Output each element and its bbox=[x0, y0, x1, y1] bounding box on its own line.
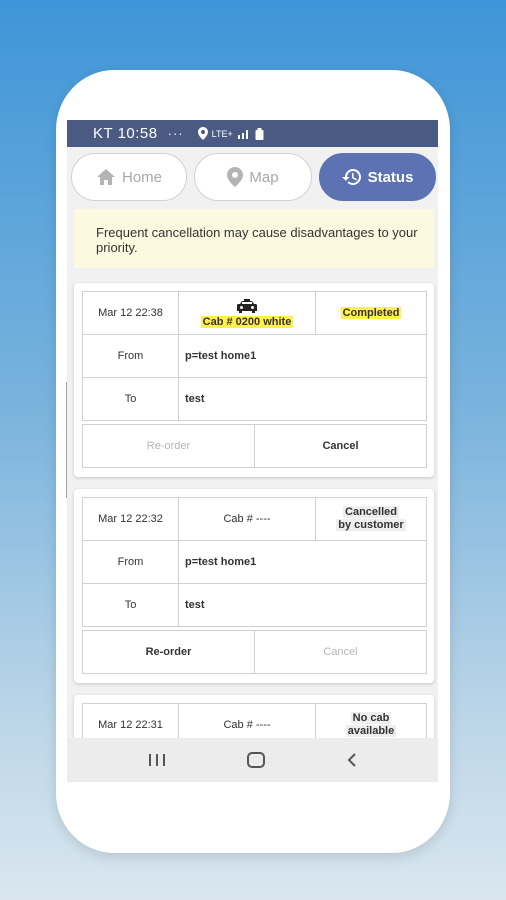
status-cell bbox=[316, 292, 427, 335]
nav-tabs bbox=[71, 153, 435, 203]
status-bar bbox=[67, 120, 438, 147]
reorder-button[interactable]: Re-order bbox=[83, 425, 255, 468]
from-value: p=test home1 bbox=[179, 335, 427, 378]
from-label: From bbox=[83, 335, 179, 378]
notification-dots: ··· bbox=[167, 126, 184, 141]
from-label: From bbox=[83, 541, 179, 584]
order-actions bbox=[82, 630, 427, 674]
signal-icon bbox=[237, 128, 251, 139]
order-table bbox=[82, 291, 427, 421]
status-badge-line1: Cancelled bbox=[345, 506, 397, 518]
order-date: Mar 12 22:38 bbox=[83, 292, 179, 335]
cancellation-notice: Frequent cancellation may cause disadvantages to your priority. bbox=[74, 209, 434, 268]
to-value: test bbox=[179, 584, 427, 627]
cab-number: Cab # 0200 white bbox=[202, 315, 292, 328]
order-card bbox=[74, 283, 434, 477]
status-cell bbox=[316, 498, 427, 541]
tab-home[interactable] bbox=[71, 153, 187, 201]
order-actions bbox=[82, 424, 427, 468]
home-nav-icon[interactable] bbox=[246, 752, 266, 768]
order-date: Mar 12 22:31 bbox=[83, 704, 179, 747]
cab-number: Cab # ---- bbox=[179, 498, 316, 541]
order-date: Mar 12 22:32 bbox=[83, 498, 179, 541]
cab-info bbox=[179, 292, 316, 335]
history-icon bbox=[342, 168, 362, 186]
tab-status[interactable] bbox=[319, 153, 436, 201]
cancel-button[interactable]: Cancel bbox=[255, 631, 427, 674]
battery-icon bbox=[255, 128, 264, 140]
map-pin-icon bbox=[227, 167, 243, 187]
system-icons bbox=[198, 127, 264, 140]
location-icon bbox=[198, 127, 208, 140]
status-badge-line2: available bbox=[347, 725, 395, 737]
android-nav-bar bbox=[67, 738, 438, 782]
to-value: test bbox=[179, 378, 427, 421]
tab-status-label: Status bbox=[367, 168, 414, 186]
tab-map-label: Map bbox=[249, 168, 279, 186]
app-screen bbox=[67, 120, 438, 782]
recent-apps-icon[interactable] bbox=[147, 753, 167, 767]
to-label: To bbox=[83, 584, 179, 627]
back-icon[interactable] bbox=[345, 752, 359, 768]
order-card bbox=[74, 489, 434, 683]
tab-map[interactable] bbox=[194, 153, 312, 201]
from-value: p=test home1 bbox=[179, 541, 427, 584]
status-badge: Completed bbox=[342, 307, 400, 319]
tab-home-label: Home bbox=[121, 168, 162, 186]
home-icon bbox=[96, 168, 116, 186]
cancel-button[interactable]: Cancel bbox=[255, 425, 427, 468]
carrier-time: KT 10:58 bbox=[93, 125, 158, 142]
reorder-button[interactable]: Re-order bbox=[83, 631, 255, 674]
taxi-icon bbox=[237, 299, 257, 315]
to-label: To bbox=[83, 378, 179, 421]
order-table bbox=[82, 497, 427, 627]
status-badge-line1: No cab bbox=[352, 712, 390, 724]
network-type-label: LTE+ bbox=[211, 128, 233, 139]
cab-number: Cab # ---- bbox=[179, 704, 316, 747]
status-badge-line2: by customer bbox=[338, 519, 404, 531]
